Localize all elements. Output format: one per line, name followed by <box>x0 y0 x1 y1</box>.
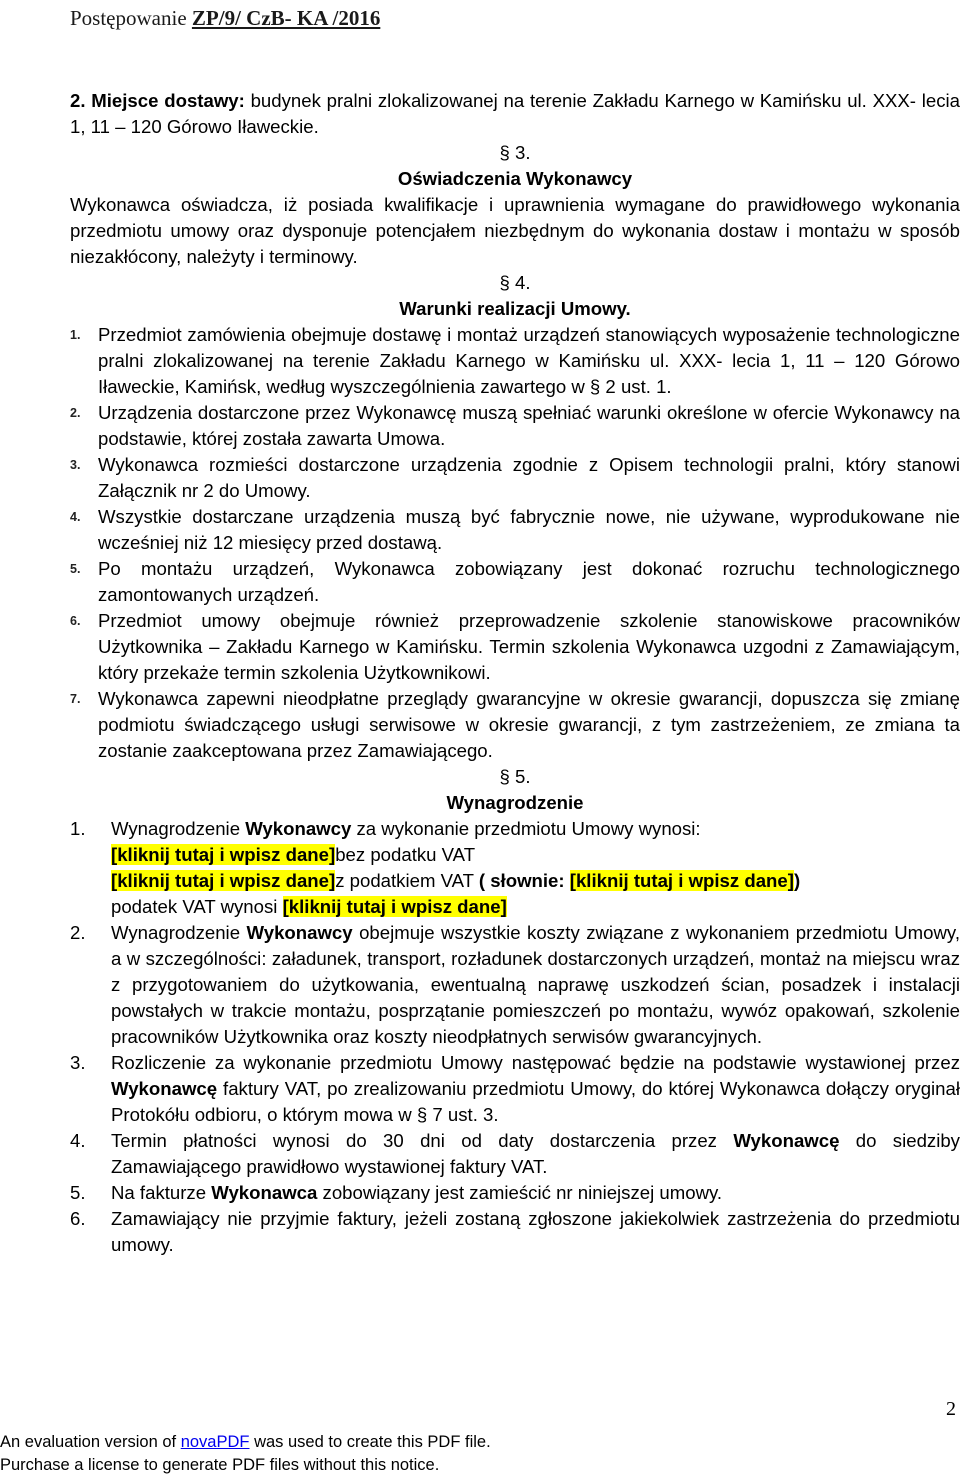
bold-term: Wykonawcy <box>246 922 353 943</box>
text-run: z podatkiem VAT <box>335 870 479 891</box>
list-item <box>70 816 960 842</box>
text-run: ( słownie: <box>478 870 570 891</box>
section-3-text: Wykonawca oświadcza, iż posiada kwalifikacje i uprawnienia wymagane do prawidłowego wykonania przedmiotu umowy oraz dysponuje potencjałem niezbędnym do wykonania dostaw i montażu w sposób niezakłócony, należyty i terminowy. <box>70 194 960 267</box>
list-item-text: Przedmiot zamówienia obejmuje dostawę i montaż urządzeń stanowiących wyposażenie technologiczne pralni zlokalizowanej na terenie Zakładu Karnego w Kamińsku ul. XXX- lecia 1, 11 – 120 Górowo Iławeckie, Kamińsk, według wyszczególnienia zawartego w § 2 ust. 1. <box>98 324 960 397</box>
footer-line-2: Purchase a license to generate PDF files without this notice. <box>0 1456 440 1474</box>
list-item-text: Wykonawca zapewni nieodpłatne przeglądy gwarancyjne w okresie gwarancji, dopuszcza się zmianę podmiotu świadczącego usługi serwisowe w okresie gwarancji, z tym zastrzeżeniem, ze zmiana ta zostanie zaakceptowana przez Zamawiającego. <box>98 688 960 761</box>
text-run: Wynagrodzenie <box>111 818 246 839</box>
text-run: Wynagrodzenie <box>111 922 247 943</box>
list-item-text <box>111 1128 960 1180</box>
text-run: do siedziby Zamawiającego prawidłowo wystawionej faktury VAT. <box>111 1130 960 1177</box>
list-item-number: 2. <box>70 922 86 943</box>
fill-field-vat[interactable]: [kliknij tutaj i wpisz dane] <box>282 896 507 917</box>
list-item-number: 1. <box>70 328 81 342</box>
list-item-text: Wykonawca rozmieści dostarczone urządzenia zgodnie z Opisem technologii pralni, który stanowi Załącznik nr 2 do Umowy. <box>98 454 960 501</box>
text-run: An evaluation version of <box>0 1433 181 1451</box>
page-number: 2 <box>946 1398 956 1420</box>
text-run: zobowiązany jest zamieścić nr niniejszej umowy. <box>317 1182 723 1203</box>
fill-field-gross[interactable]: [kliknij tutaj i wpisz dane] <box>111 870 336 891</box>
list-item <box>70 556 960 608</box>
fill-field-words[interactable]: [kliknij tutaj i wpisz dane] <box>569 870 794 891</box>
list-item <box>70 1206 960 1258</box>
evaluation-footer <box>0 1431 491 1477</box>
novapdf-link[interactable]: novaPDF <box>180 1433 250 1451</box>
list-item <box>70 686 960 764</box>
vat-amount-line <box>70 894 960 920</box>
section-3-mark: § 3. <box>499 142 531 163</box>
text-run: Termin płatności wynosi do 30 dni od daty dostarczenia przez <box>111 1130 734 1151</box>
header-reference: ZP/9/ CzB- KA /2016 <box>191 6 381 30</box>
page-header <box>70 6 380 31</box>
text-run: Na fakturze <box>111 1182 212 1203</box>
amount-net-line <box>70 842 960 868</box>
list-item-number: 3. <box>70 1052 86 1073</box>
bold-term: Wykonawcę <box>111 1078 218 1099</box>
list-item-text: Po montażu urządzeń, Wykonawca zobowiązany jest dokonać rozruchu technologicznego zamontowanych urządzeń. <box>98 558 960 605</box>
list-item <box>70 920 960 1050</box>
section-3-title: Oświadczenia Wykonawcy <box>397 168 633 189</box>
footer-line-1 <box>0 1431 491 1454</box>
list-item-text: Zamawiający nie przyjmie faktury, jeżeli zostaną zgłoszone jakiekolwiek zastrzeżenia do przedmiotu umowy. <box>111 1208 960 1255</box>
text-run: faktury VAT, po zrealizowaniu przedmiotu Umowy, do której Wykonawca dołączy oryginał Protokółu odbioru, o którym mowa w § 7 ust. 3. <box>111 1078 960 1125</box>
section-5-mark: § 5. <box>499 766 531 787</box>
list-item-text <box>111 816 960 842</box>
text-run: bez podatku VAT <box>335 844 476 865</box>
bold-term: Wykonawcy <box>245 818 352 839</box>
list-item-number: 3. <box>70 458 81 472</box>
list-item-text <box>111 920 960 1050</box>
list-item <box>70 608 960 686</box>
amount-gross-line <box>70 868 960 894</box>
text-run: ) <box>793 870 801 891</box>
list-item <box>70 504 960 556</box>
text-run: obejmuje wszystkie koszty związane z wykonaniem przedmiotu Umowy, a w szczególności: załadunek, transport, rozładunek dostarczonych urządzeń, montaż na miejscu wraz z przygotowaniem do użytkowania, ewentualną naprawę uszkodzeń ścian, posadzek i instalacji powstałych w trakcie montażu, posprzątanie pomieszczeń po montażu, wywóz opakowań, szkolenie pracowników Użytkownika oraz koszty nieodpłatnych serwisów gwarancyjnych. <box>111 922 960 1047</box>
text-run: za wykonanie przedmiotu Umowy wynosi: <box>351 818 701 839</box>
section-4-list <box>70 322 960 764</box>
text-run: was used to create this PDF file. <box>249 1433 491 1451</box>
section-4-title: Warunki realizacji Umowy. <box>399 298 631 319</box>
section-2-delivery <box>70 88 960 140</box>
section-4-mark: § 4. <box>499 272 531 293</box>
list-item-number: 5. <box>70 1182 86 1203</box>
list-item <box>70 1050 960 1128</box>
list-item-number: 6. <box>70 614 81 628</box>
list-item-text: Urządzenia dostarczone przez Wykonawcę muszą spełniać warunki określone w ofercie Wykonawcy na podstawie, której została zawarta Umowa. <box>98 402 960 449</box>
list-item <box>70 322 960 400</box>
document-body <box>70 88 960 1258</box>
list-item-number: 6. <box>70 1208 86 1229</box>
list-item <box>70 400 960 452</box>
list-item-text: Przedmiot umowy obejmuje również przeprowadzenie szkolenie stanowiskowe pracowników Użytkownika – Zakładu Karnego w Kamińsku. Termin szkolenia Wykonawca uzgodni z Zamawiającym, który przekaże termin szkolenia Użytkownikowi. <box>98 610 960 683</box>
list-item-number: 4. <box>70 1130 86 1151</box>
text-run: Rozliczenie za wykonanie przedmiotu Umowy następować będzie na podstawie wystawionej przez <box>111 1052 960 1073</box>
section-2-text: budynek pralni zlokalizowanej na terenie Zakładu Karnego w Kamińsku ul. XXX- lecia 1, 11 – 120 Górowo Iławeckie. <box>70 90 960 137</box>
list-item-text <box>111 1050 960 1128</box>
list-item-text: Wszystkie dostarczane urządzenia muszą być fabrycznie nowe, nie używane, wyprodukowane nie wcześniej niż 12 miesięcy przed dostawą. <box>98 506 960 553</box>
fill-field-net[interactable]: [kliknij tutaj i wpisz dane] <box>111 844 336 865</box>
header-prefix: Postępowanie <box>70 6 192 30</box>
list-item <box>70 452 960 504</box>
text-run: podatek VAT wynosi <box>111 896 283 917</box>
list-item-number: 5. <box>70 562 81 576</box>
section-2-lead: 2. Miejsce dostawy: <box>70 90 245 111</box>
list-item <box>70 1128 960 1180</box>
list-item-number: 1. <box>70 818 86 839</box>
list-item <box>70 1180 960 1206</box>
list-item-number: 4. <box>70 510 81 524</box>
bold-term: Wykonawcę <box>733 1130 840 1151</box>
bold-term: Wykonawca <box>211 1182 318 1203</box>
section-5-title: Wynagrodzenie <box>446 792 584 813</box>
list-item-number: 7. <box>70 692 81 706</box>
list-item-text <box>111 1180 960 1206</box>
list-item-number: 2. <box>70 406 81 420</box>
